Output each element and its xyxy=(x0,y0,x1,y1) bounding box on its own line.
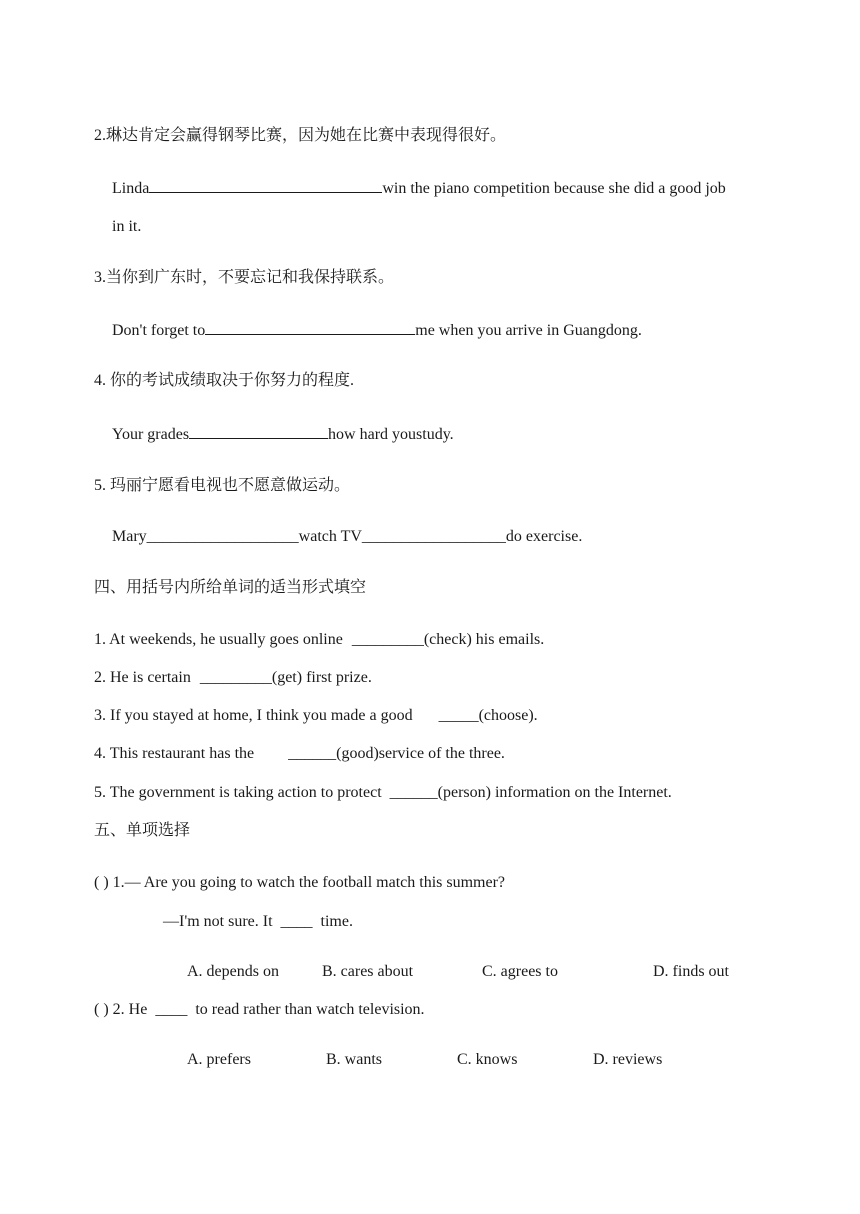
translation-3-english xyxy=(112,320,642,341)
question-2 xyxy=(94,1000,425,1020)
question-1-option-c[interactable]: C. agrees to xyxy=(482,963,558,980)
question-1-stem: 1.— Are you going to watch the football match this summer? xyxy=(112,874,506,891)
question-1-response-end: time. xyxy=(320,913,353,930)
question-1-response-text: —I'm not sure. It xyxy=(163,913,273,930)
item-3-hint: (choose). xyxy=(478,707,538,724)
translation-3-before: Don't forget to xyxy=(112,322,206,339)
question-2-answer-paren[interactable]: ( ) xyxy=(94,1001,109,1018)
translation-4-before: Your grades xyxy=(112,426,190,443)
question-2-option-b[interactable]: B. wants xyxy=(326,1051,382,1068)
translation-4-chinese: 4. 你的考试成绩取决于你努力的程度. xyxy=(94,372,355,389)
item-2-text: 2. He is certain xyxy=(94,669,191,686)
question-2-answer-blank[interactable]: ____ xyxy=(155,1001,188,1018)
item-4-hint: (good)service of the three. xyxy=(336,745,505,762)
translation-5-answer-blank-1[interactable]: ___________________ xyxy=(146,528,299,545)
item-5-answer-blank[interactable]: ______ xyxy=(389,784,438,801)
translation-2-after: win the piano competition because she did a good job xyxy=(382,180,726,197)
translation-2-chinese: 2.琳达肯定会赢得钢琴比赛，因为她在比赛中表现得很好。 xyxy=(94,127,507,144)
translation-2-english xyxy=(112,178,726,199)
section-4-item-1 xyxy=(94,630,544,650)
question-1-answer-paren[interactable]: ( ) xyxy=(94,874,109,891)
translation-4-english xyxy=(112,424,454,445)
translation-5-before: Mary xyxy=(112,528,147,545)
item-4-text: 4. This restaurant has the xyxy=(94,745,255,762)
item-5-text: 5. The government is taking action to protect xyxy=(94,784,382,801)
question-1-option-d[interactable]: D. finds out xyxy=(653,963,729,980)
translation-5-middle: watch TV xyxy=(298,528,362,545)
question-2-option-d[interactable]: D. reviews xyxy=(593,1051,663,1068)
section-4-item-3 xyxy=(94,706,538,726)
section-4-item-2 xyxy=(94,668,372,688)
question-2-stem-after: to read rather than watch television. xyxy=(195,1001,425,1018)
item-4-answer-blank[interactable]: ______ xyxy=(288,745,337,762)
translation-4-answer-blank[interactable] xyxy=(189,424,328,439)
item-1-hint: (check) his emails. xyxy=(423,631,545,648)
item-5-hint: (person) information on the Internet. xyxy=(437,784,672,801)
section-4-heading: 四、用括号内所给单词的适当形式填空 xyxy=(94,579,367,596)
item-3-answer-blank[interactable]: _____ xyxy=(438,707,479,724)
section-5-heading: 五、单项选择 xyxy=(94,822,191,839)
translation-2-continuation: in it. xyxy=(112,218,142,235)
translation-3-chinese: 3.当你到广东时，不要忘记和我保持联系。 xyxy=(94,269,395,286)
question-1-answer-blank[interactable]: ____ xyxy=(280,913,313,930)
question-2-stem-before: 2. He xyxy=(112,1001,148,1018)
section-4-item-4 xyxy=(94,744,505,764)
translation-4-after: how hard youstudy. xyxy=(328,426,454,443)
item-2-hint: (get) first prize. xyxy=(271,669,372,686)
translation-5-after: do exercise. xyxy=(505,528,583,545)
question-1-option-b[interactable]: B. cares about xyxy=(322,963,414,980)
question-1 xyxy=(94,873,505,893)
item-3-text: 3. If you stayed at home, I think you made a good xyxy=(94,707,413,724)
translation-3-after: me when you arrive in Guangdong. xyxy=(415,322,642,339)
translation-5-english xyxy=(112,527,582,547)
question-2-option-c[interactable]: C. knows xyxy=(457,1051,518,1068)
item-1-text: 1. At weekends, he usually goes online xyxy=(94,631,343,648)
translation-3-answer-blank[interactable] xyxy=(205,320,415,335)
translation-2-answer-blank[interactable] xyxy=(149,178,382,193)
translation-5-answer-blank-2[interactable]: __________________ xyxy=(361,528,506,545)
translation-5-chinese: 5. 玛丽宁愿看电视也不愿意做运动。 xyxy=(94,477,351,494)
section-4-item-5 xyxy=(94,783,672,803)
item-1-answer-blank[interactable]: _________ xyxy=(351,631,424,648)
question-2-option-a[interactable]: A. prefers xyxy=(187,1051,251,1068)
item-2-answer-blank[interactable]: _________ xyxy=(199,669,272,686)
question-1-option-a[interactable]: A. depends on xyxy=(187,963,279,980)
translation-2-before: Linda xyxy=(112,180,150,197)
question-1-response xyxy=(163,912,353,932)
